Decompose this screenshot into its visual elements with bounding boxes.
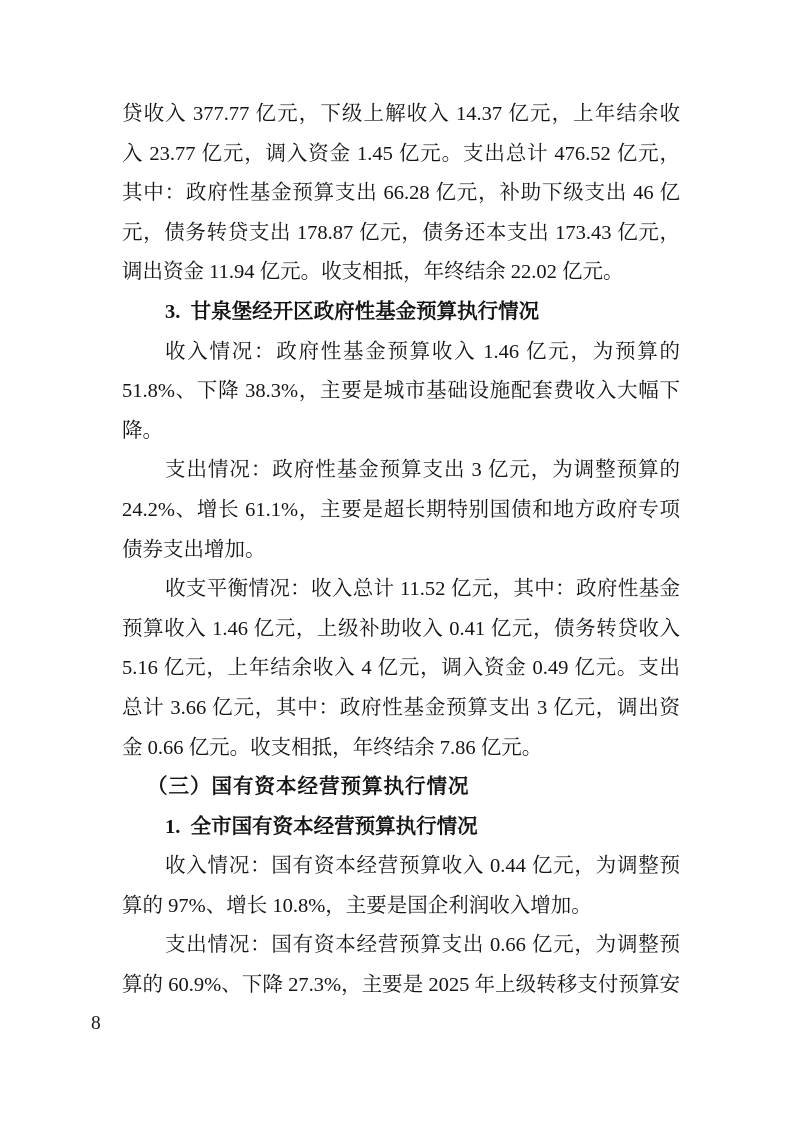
body-line: 总计 3.66 亿元，其中：政府性基金预算支出 3 亿元，调出资 [122, 696, 680, 719]
numbered-section-heading: 1. 全市国有资本经营预算执行情况 [165, 815, 478, 838]
body-line: 降。 [122, 419, 163, 442]
body-line: 预算收入 1.46 亿元，上级补助收入 0.41 亿元，债务转贷收入 [122, 617, 680, 640]
body-line: 其中：政府性基金预算支出 66.28 亿元，补助下级支出 46 亿 [122, 182, 680, 205]
body-line: 支出情况：国有资本经营预算支出 0.66 亿元，为调整预 [165, 934, 680, 957]
body-line: 算的 60.9%、下降 27.3%，主要是 2025 年上级转移支付预算安 [122, 974, 680, 997]
body-line: 金 0.66 亿元。收支相抵，年终结余 7.86 亿元。 [122, 736, 543, 759]
page-number: 8 [91, 1013, 101, 1034]
body-line: 算的 97%、增长 10.8%，主要是国企利润收入增加。 [122, 894, 592, 917]
body-line: 债券支出增加。 [122, 538, 266, 561]
body-line: 5.16 亿元，上年结余收入 4 亿元，调入资金 0.49 亿元。支出 [122, 657, 680, 680]
body-line: 支出情况：政府性基金预算支出 3 亿元，为调整预算的 [165, 459, 680, 482]
body-line: 入 23.77 亿元，调入资金 1.45 亿元。支出总计 476.52 亿元， [122, 142, 680, 165]
body-line: 元，债务转贷支出 178.87 亿元，债务还本支出 173.43 亿元， [122, 221, 680, 244]
body-line: 收入情况：政府性基金预算收入 1.46 亿元，为预算的 [165, 340, 680, 363]
body-line: 收支平衡情况：收入总计 11.52 亿元，其中：政府性基金 [165, 578, 680, 601]
body-line: 51.8%、下降 38.3%，主要是城市基础设施配套费收入大幅下 [122, 380, 680, 403]
body-line: 收入情况：国有资本经营预算收入 0.44 亿元，为调整预 [165, 855, 680, 878]
subsection-heading: （三）国有资本经营预算执行情况 [147, 776, 470, 799]
body-line: 贷收入 377.77 亿元，下级上解收入 14.37 亿元，上年结余收 [122, 103, 680, 125]
document-body [122, 95, 680, 1006]
body-line: 调出资金 11.94 亿元。收支相抵，年终结余 22.02 亿元。 [122, 261, 624, 284]
numbered-section-heading: 3. 甘泉堡经开区政府性基金预算执行情况 [165, 300, 540, 323]
body-line: 24.2%、增长 61.1%，主要是超长期特别国债和地方政府专项 [122, 498, 680, 521]
